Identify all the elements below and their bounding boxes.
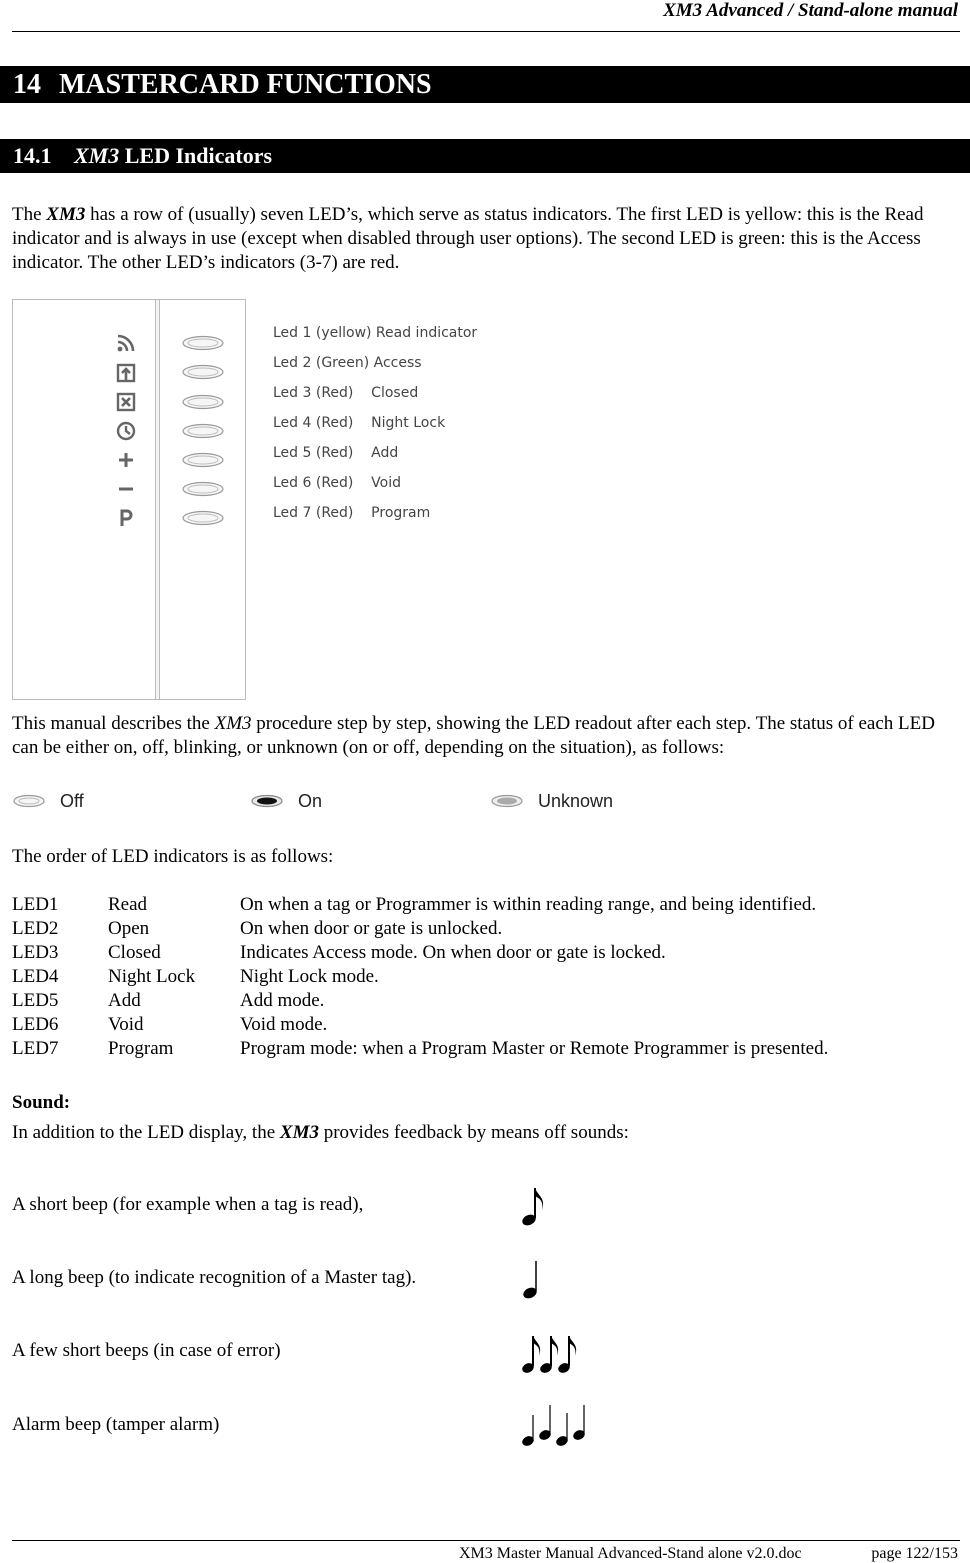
sound-intro-rest: provides feedback by means off sounds: xyxy=(318,1122,629,1143)
led-desc: Add mode. xyxy=(240,990,325,1011)
led-id: LED6 xyxy=(12,1014,59,1035)
legend-unknown xyxy=(490,789,613,813)
led-id: LED2 xyxy=(12,918,59,939)
led-6-oval xyxy=(181,481,225,497)
led-panel-figure xyxy=(12,299,246,700)
table-row xyxy=(12,917,828,941)
led-desc: Night Lock mode. xyxy=(240,966,379,987)
led-id: LED5 xyxy=(12,990,59,1011)
closed-box-icon xyxy=(116,392,136,412)
footer-page-number: page 122/153 xyxy=(871,1545,958,1562)
minus-icon xyxy=(116,479,136,499)
led-4-oval xyxy=(181,423,225,439)
access-arrow-icon xyxy=(116,363,136,383)
led-5-oval xyxy=(181,452,225,468)
legend-on xyxy=(250,789,322,813)
led-name: Closed xyxy=(108,942,161,963)
figure-label-led6: Led 6 (Red) Void xyxy=(273,475,402,491)
sound-intro-prefix: In addition to the LED display, the xyxy=(12,1122,280,1143)
led-desc: On when door or gate is unlocked. xyxy=(240,918,503,939)
figure-label-led4: Led 4 (Red) Night Lock xyxy=(273,415,446,431)
sound-item-long: A long beep (to indicate recognition of a Master tag). xyxy=(12,1267,417,1288)
led-3-oval xyxy=(181,394,225,410)
sound-heading: Sound: xyxy=(12,1092,71,1113)
legend-off-label: Off xyxy=(60,790,84,811)
sound-intro xyxy=(12,1121,940,1145)
order-intro: The order of LED indicators is as follows: xyxy=(12,846,334,867)
led-desc: On when a tag or Programmer is within reading range, and being identified. xyxy=(240,894,817,915)
triple-eighth-notes-icon xyxy=(520,1330,582,1376)
led-name: Program xyxy=(108,1038,174,1059)
led-name: Read xyxy=(108,894,148,915)
led-unknown-icon xyxy=(490,794,524,808)
sound-item-alarm: Alarm beep (tamper alarm) xyxy=(12,1414,220,1435)
figure-label-led2: Led 2 (Green) Access xyxy=(273,355,422,371)
alarm-notes-icon xyxy=(520,1403,600,1449)
led-off-icon xyxy=(12,794,46,808)
led-id: LED3 xyxy=(12,942,59,963)
footer-divider xyxy=(12,1540,960,1541)
subsection-title-rest: LED Indicators xyxy=(119,143,273,168)
led-desc: Void mode. xyxy=(240,1014,328,1035)
legend-on-label: On xyxy=(298,790,323,811)
describe-prefix: This manual describes the xyxy=(12,713,215,734)
led-7-oval xyxy=(181,510,225,526)
table-row xyxy=(12,893,828,917)
half-note-icon xyxy=(520,1258,548,1302)
rss-read-icon xyxy=(116,333,136,353)
legend-unknown-label: Unknown xyxy=(538,790,614,811)
clock-icon xyxy=(116,421,136,441)
figure-label-led3: Led 3 (Red) Closed xyxy=(273,385,419,401)
eighth-note-icon xyxy=(520,1184,548,1228)
legend-off xyxy=(12,789,84,813)
table-row xyxy=(12,941,828,965)
led-1-oval xyxy=(181,335,225,351)
led-name: Open xyxy=(108,918,150,939)
panel-divider xyxy=(155,300,160,699)
led-desc: Program mode: when a Program Master or Remote Programmer is presented. xyxy=(240,1038,829,1059)
sound-item-short: A short beep (for example when a tag is read), xyxy=(12,1194,364,1215)
table-row xyxy=(12,965,828,989)
led-2-oval xyxy=(181,364,225,380)
footer-document-name: XM3 Master Manual Advanced-Stand alone v2.0.doc xyxy=(459,1545,802,1562)
figure-label-led1: Led 1 (yellow) Read indicator xyxy=(273,325,478,341)
section-title: MASTERCARD FUNCTIONS xyxy=(59,69,432,100)
led-name: Night Lock xyxy=(108,966,196,987)
header-divider xyxy=(12,31,960,32)
led-id: LED7 xyxy=(12,1038,59,1059)
led-order-table xyxy=(12,893,828,1061)
table-row xyxy=(12,1037,828,1061)
table-row xyxy=(12,1013,828,1037)
intro-prefix: The xyxy=(12,204,47,225)
describe-paragraph xyxy=(12,712,940,760)
led-id: LED1 xyxy=(12,894,59,915)
sound-brand: XM3 xyxy=(279,1122,319,1143)
subsection-title-brand: XM3 xyxy=(74,143,120,168)
p-program-icon xyxy=(116,508,136,528)
section-number: 14 xyxy=(13,69,41,100)
running-header: XM3 Advanced / Stand-alone manual xyxy=(663,0,958,21)
subsection-heading xyxy=(0,139,970,173)
led-on-icon xyxy=(250,794,284,808)
describe-brand: XM3 xyxy=(214,713,252,734)
table-row xyxy=(12,989,828,1013)
plus-icon xyxy=(116,450,136,470)
describe-text: procedure step by step, showing the LED readout after each step. The status of each LED can be either on, off, blinking, or unknown (on or off, depending on the situation), as follows: xyxy=(12,713,935,758)
figure-label-led5: Led 5 (Red) Add xyxy=(273,445,399,461)
led-name: Add xyxy=(108,990,141,1011)
intro-text: has a row of (usually) seven LED’s, which serve as status indicators. The first LED is yellow: this is the Read indicator and is always in use (except when disabled through user options). The second LED is green: this is the Access indicator. The other LED’s indicators (3-7) are red. xyxy=(12,204,924,273)
section-heading xyxy=(0,66,970,103)
intro-paragraph xyxy=(12,203,940,275)
intro-brand: XM3 xyxy=(46,204,86,225)
sound-item-error: A few short beeps (in case of error) xyxy=(12,1340,281,1361)
subsection-number: 14.1 xyxy=(13,143,52,168)
led-name: Void xyxy=(108,1014,144,1035)
figure-label-led7: Led 7 (Red) Program xyxy=(273,505,431,521)
led-id: LED4 xyxy=(12,966,59,987)
led-desc: Indicates Access mode. On when door or gate is locked. xyxy=(240,942,666,963)
